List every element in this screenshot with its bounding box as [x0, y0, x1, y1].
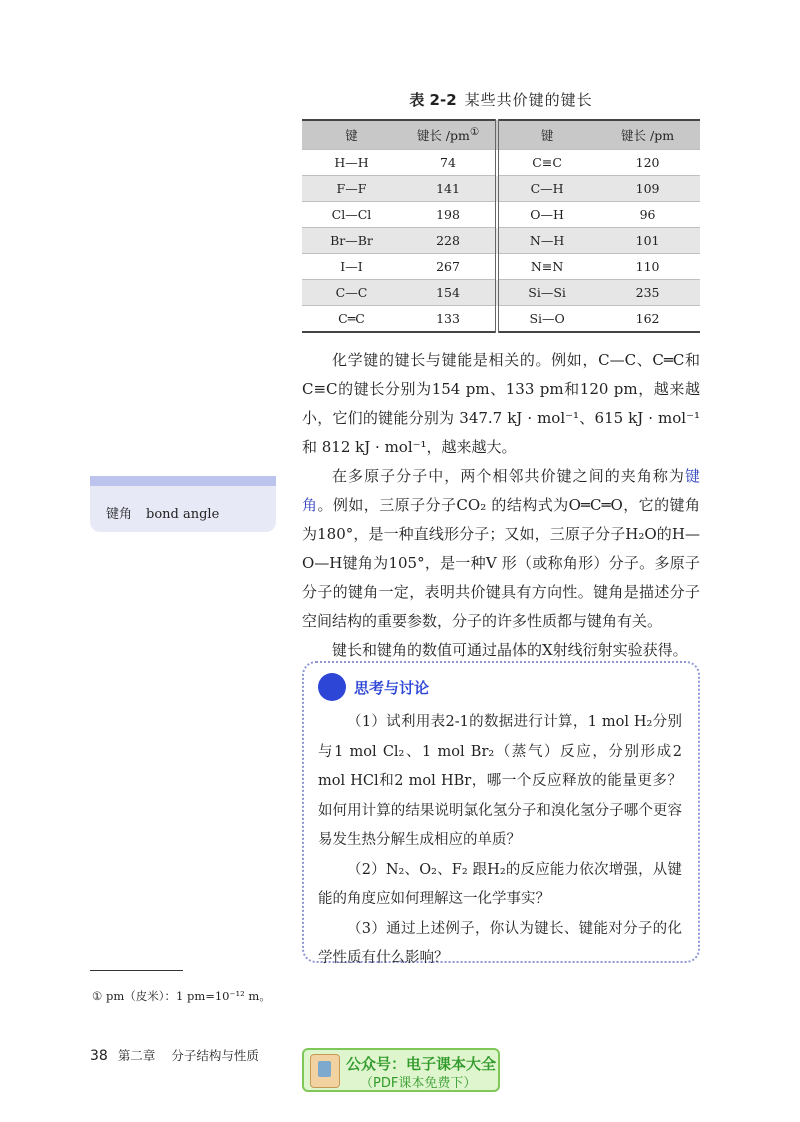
- glossary-term-en: bond angle: [146, 507, 220, 522]
- think-and-discuss-box: [302, 661, 700, 966]
- header-bond: 键: [302, 120, 401, 150]
- length-cell: 267: [401, 254, 497, 280]
- length-cell: 141: [401, 176, 497, 202]
- bond-length-table: [302, 119, 700, 333]
- footnote: ① pm（皮米）：1 pm=10⁻¹² m。: [92, 989, 271, 1003]
- header-bond-2: 键: [497, 120, 595, 150]
- watermark-badge: [302, 1048, 500, 1092]
- length-cell: 228: [401, 228, 497, 254]
- page-footer: [90, 1046, 259, 1064]
- length-cell: 110: [595, 254, 700, 280]
- length-cell: 120: [595, 150, 700, 176]
- sidebar-glossary: [90, 476, 276, 532]
- table-title: 某些共价键的键长: [464, 91, 593, 109]
- table-row: [302, 254, 700, 280]
- table-header-row: [302, 120, 700, 150]
- bond-cell: C—H: [497, 176, 595, 202]
- length-cell: 96: [595, 202, 700, 228]
- length-cell: 198: [401, 202, 497, 228]
- main-text: [302, 346, 700, 665]
- paragraph-xray: 键长和键角的数值可通过晶体的X射线衍射实验获得。: [332, 641, 688, 659]
- bond-cell: Si—O: [497, 306, 595, 333]
- length-cell: 154: [401, 280, 497, 306]
- chapter-title: 分子结构与性质: [171, 1048, 259, 1063]
- question-1: （1）试利用表2-1的数据进行计算，1 mol H₂分别与1 mol Cl₂、1 mol Br₂（蒸气）反应，分别形成2 mol HCl和2 mol HBr，哪一个反应释放的能量更多？如何用计算的结果说明氯化氢分子和溴化氢分子哪个更容易发生热分解生成相应的单质？: [318, 714, 682, 848]
- table-number: 表 2-2: [409, 91, 457, 109]
- watermark-line-1: 公众号：电子课本大全: [346, 1055, 497, 1073]
- bond-cell: N—H: [497, 228, 595, 254]
- bond-cell: Cl—Cl: [302, 202, 401, 228]
- bond-cell: C—C: [302, 280, 401, 306]
- think-box-header: [318, 673, 429, 701]
- table-row: [302, 228, 700, 254]
- think-box-title: 思考与讨论: [354, 678, 430, 697]
- glossary-term-zh: 键角: [106, 507, 133, 522]
- bond-cell: Br—Br: [302, 228, 401, 254]
- circle-icon: [318, 673, 346, 701]
- table-row: [302, 306, 700, 333]
- bond-cell: I—I: [302, 254, 401, 280]
- watermark-line-2: （PDF课本免费下）: [360, 1076, 477, 1091]
- table-caption: [302, 89, 700, 110]
- question-2: （2）N₂、O₂、F₂ 跟H₂的反应能力依次增强，从键能的角度应如何理解这一化学事实？: [318, 861, 682, 907]
- bond-cell: F—F: [302, 176, 401, 202]
- length-cell: 74: [401, 150, 497, 176]
- bond-cell: N≡N: [497, 254, 595, 280]
- table-row: [302, 280, 700, 306]
- length-cell: 109: [595, 176, 700, 202]
- length-cell: 235: [595, 280, 700, 306]
- think-box-questions: [318, 708, 682, 974]
- table-row: [302, 150, 700, 176]
- bond-cell: C═C: [302, 306, 401, 333]
- table-body: [302, 150, 700, 333]
- term-bond-angle: 键角: [302, 467, 700, 514]
- question-3: （3）通过上述例子，你认为键长、键能对分子的化学性质有什么影响？: [318, 920, 682, 966]
- length-cell: 133: [401, 306, 497, 333]
- length-cell: 162: [595, 306, 700, 333]
- table-row: [302, 176, 700, 202]
- book-icon: [310, 1054, 340, 1088]
- paragraph-bond-length-energy: 化学键的键长与键能是相关的。例如，C—C、C═C和C≡C的键长分别为154 pm、133 pm和120 pm，越来越小，它们的键能分别为 347.7 kJ · mol⁻¹、615 kJ · mol⁻¹ 和 812 kJ · mol⁻¹，越来越大。: [302, 351, 700, 456]
- bond-cell: Si—Si: [497, 280, 595, 306]
- chapter-label: 第二章: [117, 1048, 156, 1063]
- paragraph-bond-angle: 在多原子分子中，两个相邻共价键之间的夹角称为键角。例如，三原子分子CO₂ 的结构式为O═C═O，它的键角为180°，是一种直线形分子；又如，三原子分子H₂O的H—O—H键角为105°，是一种V 形（或称角形）分子。多原子分子的键角一定，表明共价键具有方向性。键角是描述分子空间结构的重要参数，分子的许多性质都与键角有关。: [302, 467, 700, 630]
- bond-cell: H—H: [302, 150, 401, 176]
- header-length-2: 键长 /pm: [595, 120, 700, 150]
- table-row: [302, 202, 700, 228]
- page-number: 38: [90, 1048, 108, 1064]
- footnote-divider: [90, 970, 183, 971]
- bond-cell: C≡C: [497, 150, 595, 176]
- length-cell: 101: [595, 228, 700, 254]
- footnote-ref: ①: [469, 125, 480, 138]
- header-length: 键长 /pm①: [401, 120, 497, 150]
- bond-cell: O—H: [497, 202, 595, 228]
